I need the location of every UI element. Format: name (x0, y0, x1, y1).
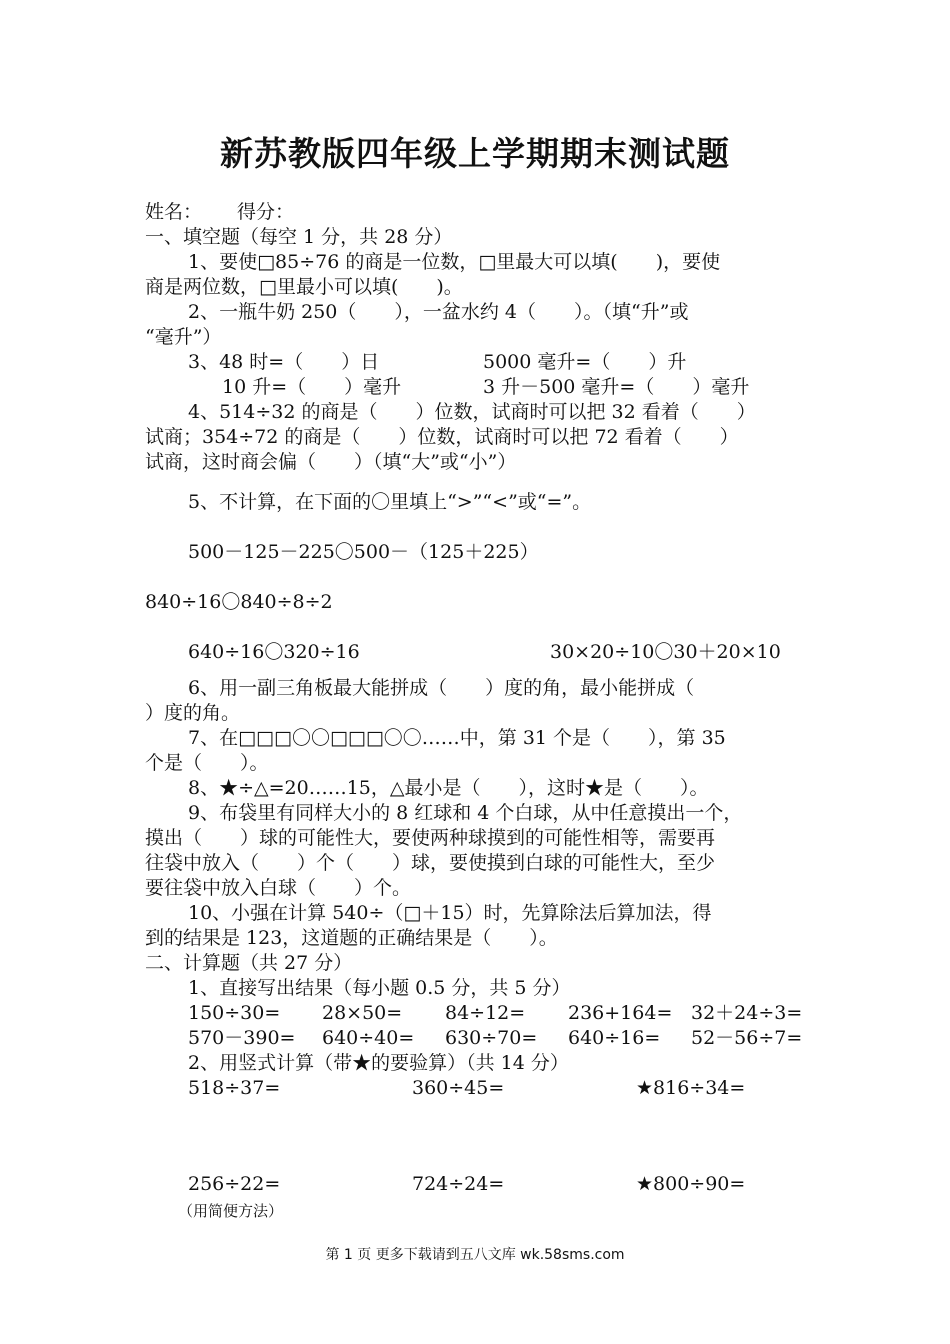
vertical-calc-item: 518÷37= (188, 1077, 281, 1099)
calc-item: 28×50= (322, 1002, 403, 1024)
name-label: 姓名： (145, 201, 203, 223)
section2-sub2: 2、用竖式计算（带★的要验算）（共 14 分） (188, 1052, 569, 1074)
score-label: 得分： (237, 201, 295, 223)
vertical-calc-item: ★800÷90= (636, 1173, 746, 1195)
q3-item4: 3 升－500 毫升=（ ）毫升 (483, 376, 750, 398)
page-title: 新苏教版四年级上学期期末测试题 (220, 134, 730, 173)
q5-instruction: 5、不计算，在下面的〇里填上“>”“<”或“=”。 (188, 491, 592, 513)
calc-item: 84÷12= (445, 1002, 526, 1024)
vertical-calc-item: ★816÷34= (636, 1077, 746, 1099)
q7-line2: 个是（ ）。 (145, 752, 269, 774)
vertical-calc-item: 360÷45= (412, 1077, 505, 1099)
q2-line1: 2、一瓶牛奶 250（ ），一盆水约 4（ ）。（填“升”或 (188, 301, 689, 323)
section1-heading: 一、填空题（每空 1 分，共 28 分） (145, 226, 453, 248)
q4-line3: 试商，这时商会偏（ ）（填“大”或“小”） (145, 451, 517, 473)
calc-item: 150÷30= (188, 1002, 281, 1024)
q1-line1: 1、要使□85÷76 的商是一位数，□里最大可以填( )，要使 (188, 251, 721, 273)
q2-line2: “毫升”） (145, 326, 222, 348)
calc-item: 52－56÷7= (691, 1027, 803, 1049)
q6-line2: ）度的角。 (145, 702, 241, 724)
q3-item2: 5000 毫升=（ ）升 (483, 351, 687, 373)
q5-expression-4: 30×20÷10〇30＋20×10 (550, 641, 781, 663)
q7-line1: 7、在□□□〇〇□□□〇〇……中，第 31 个是（ ），第 35 (188, 727, 726, 749)
section2-sub1: 1、直接写出结果（每小题 0.5 分，共 5 分） (188, 977, 571, 999)
section2-heading: 二、计算题（共 27 分） (145, 952, 353, 974)
calc-item: 32＋24÷3= (691, 1002, 803, 1024)
q9-line3: 往袋中放入（ ）个（ ）球，要使摸到白球的可能性大，至少 (145, 852, 716, 874)
calc-item: 570－390= (188, 1027, 296, 1049)
q10-line2: 到的结果是 123，这道题的正确结果是（ ）。 (145, 927, 558, 949)
q3-item3: 10 升=（ ）毫升 (222, 376, 402, 398)
q8-line: 8、★÷△=20……15，△最小是（ ），这时★是（ ）。 (188, 777, 709, 799)
calc-item: 640÷40= (322, 1027, 415, 1049)
q5-expression-2: 840÷16〇840÷8÷2 (145, 591, 333, 613)
q5-expression-1: 500－125－225〇500－（125＋225） (188, 541, 539, 563)
q6-line1: 6、用一副三角板最大能拼成（ ）度的角，最小能拼成（ (188, 677, 695, 699)
vertical-calc-item: 256÷22= (188, 1173, 281, 1195)
q5-expression-3: 640÷16〇320÷16 (188, 641, 360, 663)
q4-line2: 试商；354÷72 的商是（ ）位数，试商时可以把 72 看着（ ） (145, 426, 739, 448)
q4-line1: 4、514÷32 的商是（ ）位数，试商时可以把 32 看着（ ） (188, 401, 756, 423)
calc-item: 640÷16= (568, 1027, 661, 1049)
q10-line1: 10、小强在计算 540÷（□＋15）时，先算除法后算加法，得 (188, 902, 712, 924)
vertical-calc-item: 724÷24= (412, 1173, 505, 1195)
q9-line1: 9、布袋里有同样大小的 8 红球和 4 个白球，从中任意摸出一个， (188, 802, 743, 824)
q1-line2: 商是两位数，□里最小可以填( )。 (145, 276, 463, 298)
simplify-note: （用简便方法） (178, 1202, 284, 1220)
q3-item1: 3、48 时=（ ）日 (188, 351, 380, 373)
calc-item: 630÷70= (445, 1027, 538, 1049)
q9-line4: 要往袋中放入白球（ ）个。 (145, 877, 412, 899)
page-footer: 第 1 页 更多下载请到五八文库 wk.58sms.com (325, 1247, 625, 1263)
q9-line2: 摸出（ ）球的可能性大，要使两种球摸到的可能性相等，需要再 (145, 827, 716, 849)
calc-item: 236+164= (568, 1002, 673, 1024)
